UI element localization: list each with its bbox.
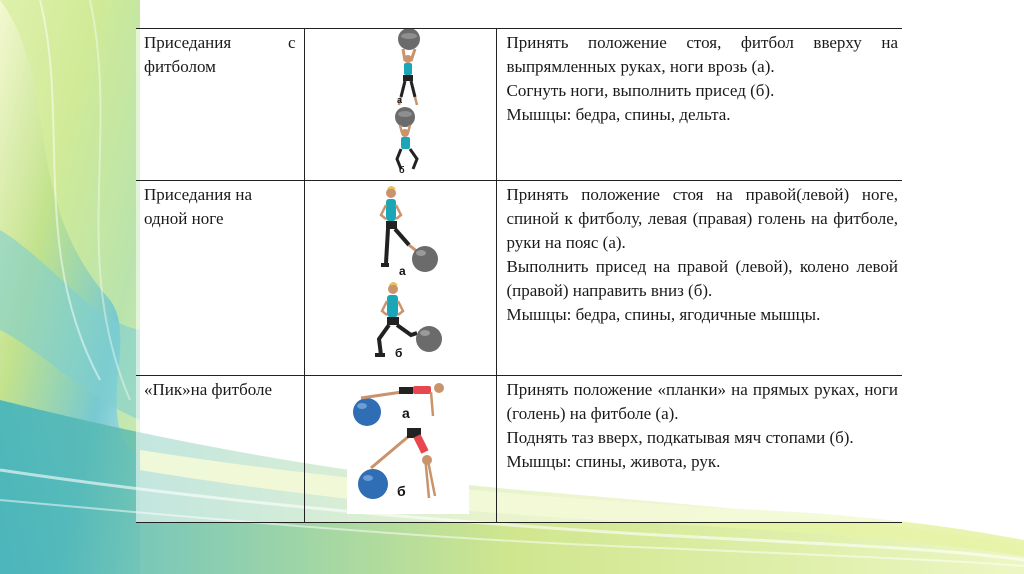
description-paragraph: Мышцы: спины, живота, рук. — [506, 452, 721, 471]
description-paragraph: Согнуть ноги, выполнить присед (б). — [506, 81, 775, 100]
label-b: б — [396, 483, 406, 499]
description-paragraph: Принять положение стоя, фитбол вверху на выпрямленных руках, ноги врозь (а). — [506, 33, 898, 76]
exercise-description-cell — [496, 29, 902, 181]
description-paragraph: Мышцы: бедра, спины, ягодичные мышцы. — [506, 305, 821, 324]
exercise-name-cell — [136, 181, 304, 376]
table-row — [136, 376, 902, 523]
exercise-description-cell — [496, 376, 902, 523]
exercise-name-word: фитболом — [144, 57, 216, 76]
description-paragraph: Принять положение стоя на правой(левой) ноге, спиной к фитболу, левая (правая) голень на фитболе, руки на пояс (а). — [506, 185, 898, 252]
description-paragraph: Мышцы: бедра, спины, дельта. — [506, 105, 731, 124]
table-row — [136, 29, 902, 181]
figure-squat-with-ball-overhead-icon — [375, 29, 435, 177]
label-a: а — [398, 264, 406, 278]
exercise-image-cell — [304, 376, 496, 523]
figure-pike-on-ball-icon — [347, 378, 469, 514]
exercise-name-word: Приседания — [144, 33, 232, 52]
description-paragraph: Принять положение «планки» на прямых руках, ноги (голень) на фитболе (а). — [506, 380, 898, 423]
exercise-table — [136, 28, 902, 523]
exercise-image-cell — [304, 181, 496, 376]
exercise-name-cell — [136, 376, 304, 523]
exercise-name-word: с — [287, 33, 296, 52]
label-a: а — [401, 405, 410, 421]
description-paragraph: Поднять таз вверх, подкатывая мяч стопами (б). — [506, 428, 854, 447]
figure-single-leg-squat-ball-icon — [369, 183, 445, 361]
exercise-description-cell — [496, 181, 902, 376]
table-row — [136, 181, 902, 376]
exercise-image-cell — [304, 29, 496, 181]
exercise-name-cell — [136, 29, 304, 181]
label-b: б — [398, 165, 405, 175]
label-a: а — [396, 95, 402, 105]
label-b: б — [394, 346, 402, 360]
description-paragraph: Выполнить присед на правой (левой), колено левой (правой) направить вниз (б). — [506, 257, 898, 300]
exercise-name: «Пик»на фитболе — [144, 380, 273, 399]
exercise-name: Приседания на одной ноге — [144, 185, 253, 228]
